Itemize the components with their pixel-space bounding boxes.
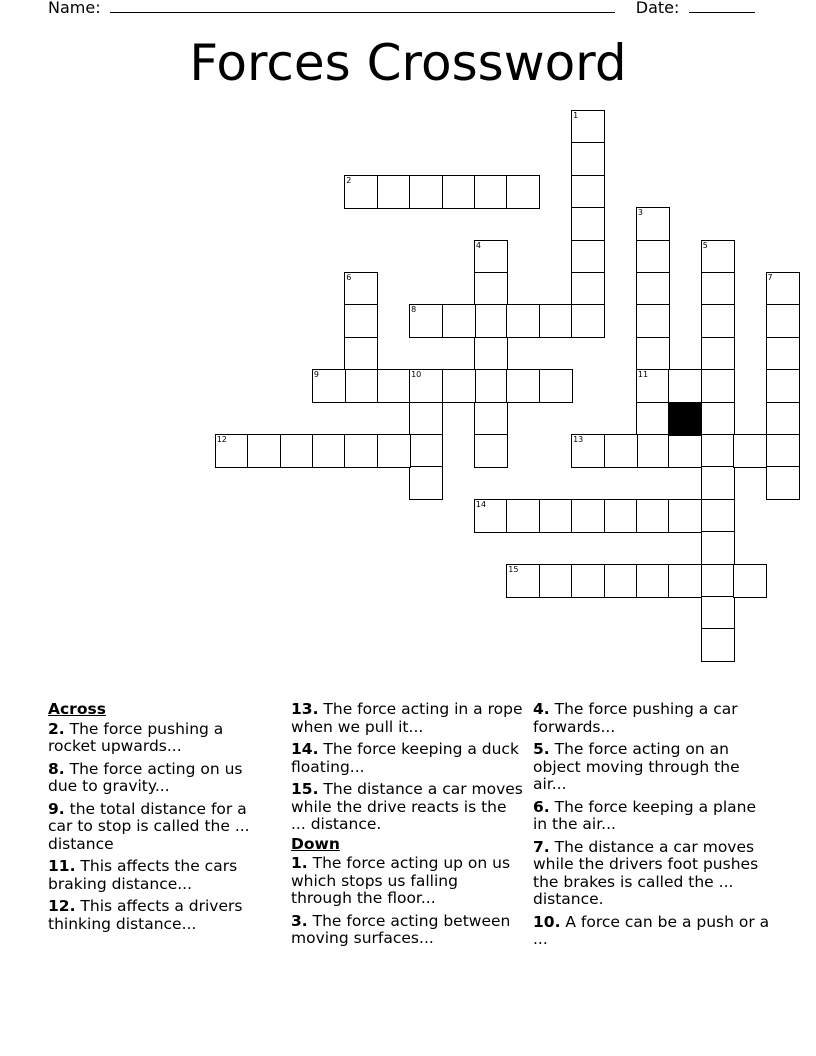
grid-cell[interactable] bbox=[636, 564, 670, 598]
grid-cell[interactable] bbox=[766, 272, 800, 306]
down-heading: Down bbox=[291, 834, 340, 853]
across-heading: Across bbox=[48, 700, 106, 718]
clues-column-1 bbox=[48, 701, 273, 938]
grid-cell[interactable] bbox=[571, 240, 605, 274]
grid-cell[interactable] bbox=[344, 304, 378, 338]
clue-number: 10. bbox=[533, 912, 561, 931]
grid-cell[interactable] bbox=[636, 434, 670, 468]
name-label: Name: bbox=[48, 0, 101, 17]
clue-number-label: 12 bbox=[216, 435, 227, 444]
grid-cell[interactable] bbox=[474, 175, 508, 209]
grid-cell[interactable] bbox=[636, 207, 670, 241]
clue-text: This affects the cars braking distance... bbox=[48, 857, 238, 893]
clue-down-3 bbox=[291, 913, 523, 948]
grid-cell[interactable] bbox=[571, 272, 605, 306]
clue-number: 11. bbox=[48, 857, 76, 875]
clue-text: The force acting on an object moving through the air... bbox=[533, 740, 740, 793]
clue-across-12 bbox=[48, 898, 273, 933]
grid-cell[interactable] bbox=[409, 175, 443, 209]
grid-cell[interactable] bbox=[571, 434, 605, 468]
grid-cell[interactable] bbox=[312, 369, 346, 403]
grid-cell[interactable] bbox=[733, 564, 767, 598]
clue-number-label: 5 bbox=[702, 240, 708, 250]
grid-cell[interactable] bbox=[766, 304, 800, 338]
clue-number: 6. bbox=[533, 797, 550, 816]
black-square bbox=[668, 402, 702, 436]
grid-cell[interactable] bbox=[766, 402, 800, 436]
clue-text: The force acting up on us which stops us falling through the floor... bbox=[291, 854, 511, 907]
clue-down-4 bbox=[533, 701, 771, 736]
date-label: Date: bbox=[635, 0, 680, 17]
grid-cell[interactable] bbox=[668, 434, 702, 468]
clue-text: The force keeping a duck floating... bbox=[291, 740, 519, 776]
clue-number-label: 15 bbox=[508, 564, 519, 574]
clue-number-label: 13 bbox=[573, 435, 584, 444]
grid-cell[interactable] bbox=[344, 369, 378, 403]
clue-text: The force pushing a car forwards... bbox=[533, 700, 738, 736]
clue-number: 13. bbox=[291, 700, 319, 718]
grid-cell[interactable] bbox=[701, 596, 735, 630]
clue-across-8 bbox=[48, 761, 273, 796]
clue-number: 14. bbox=[291, 740, 319, 758]
grid-cell[interactable] bbox=[604, 499, 638, 533]
grid-cell[interactable] bbox=[312, 434, 346, 468]
clue-number-label: 9 bbox=[313, 370, 319, 380]
grid-cell[interactable] bbox=[571, 304, 605, 338]
clue-number-label: 10 bbox=[411, 370, 422, 380]
grid-cell[interactable] bbox=[474, 434, 508, 468]
clue-text: The force pushing a rocket upwards... bbox=[48, 719, 224, 755]
clue-number: 7. bbox=[533, 837, 550, 856]
clue-down-5 bbox=[533, 741, 771, 794]
clue-across-13 bbox=[291, 701, 523, 736]
grid-cell[interactable] bbox=[668, 369, 702, 403]
grid-cell[interactable] bbox=[701, 564, 735, 598]
clue-down-7 bbox=[533, 839, 771, 909]
grid-cell[interactable] bbox=[409, 402, 443, 436]
clue-number-label: 3 bbox=[637, 208, 643, 218]
clue-text: This affects a drivers thinking distance... bbox=[48, 897, 243, 933]
grid-cell[interactable] bbox=[668, 564, 702, 598]
clue-number: 9. bbox=[48, 799, 65, 818]
clue-text: The force acting between moving surfaces... bbox=[291, 911, 511, 947]
clue-across-15 bbox=[291, 781, 523, 834]
clue-across-2 bbox=[48, 721, 273, 756]
grid-cell[interactable] bbox=[474, 499, 508, 533]
grid-cell[interactable] bbox=[377, 175, 411, 209]
clue-number-label: 7 bbox=[767, 273, 773, 282]
grid-cell[interactable] bbox=[571, 207, 605, 241]
grid-cell[interactable] bbox=[636, 272, 670, 306]
grid-cell[interactable] bbox=[344, 337, 378, 371]
grid-cell[interactable] bbox=[215, 434, 249, 468]
grid-cell[interactable] bbox=[474, 402, 508, 436]
grid-cell[interactable] bbox=[701, 531, 735, 565]
grid-cell[interactable] bbox=[636, 337, 670, 371]
grid-cell[interactable] bbox=[344, 175, 378, 209]
clue-text: The force acting in a rope when we pull it... bbox=[291, 700, 523, 736]
clue-number-label: 2 bbox=[346, 175, 352, 185]
grid-cell[interactable] bbox=[636, 304, 670, 338]
grid-cell[interactable] bbox=[377, 369, 411, 403]
clue-number: 12. bbox=[48, 897, 76, 915]
grid-cell[interactable] bbox=[344, 272, 378, 306]
clue-text: The distance a car moves while the drivers foot pushes the brakes is called the ... distance. bbox=[533, 837, 759, 908]
grid-cell[interactable] bbox=[474, 337, 508, 371]
grid-cell[interactable] bbox=[506, 499, 540, 533]
clue-number: 2. bbox=[48, 719, 65, 738]
grid-cell[interactable] bbox=[604, 434, 638, 468]
grid-cell[interactable] bbox=[539, 564, 573, 598]
grid-cell[interactable] bbox=[701, 434, 735, 468]
grid-cell[interactable] bbox=[474, 240, 508, 274]
clue-number: 5. bbox=[533, 740, 550, 758]
grid-cell[interactable] bbox=[539, 304, 573, 338]
grid-cell[interactable] bbox=[571, 110, 605, 144]
grid-cell[interactable] bbox=[636, 499, 670, 533]
grid-cell[interactable] bbox=[701, 499, 735, 533]
grid-cell[interactable] bbox=[636, 369, 670, 403]
grid-cell[interactable] bbox=[571, 142, 605, 176]
grid-cell[interactable] bbox=[766, 337, 800, 371]
grid-cell[interactable] bbox=[409, 434, 443, 468]
grid-cell[interactable] bbox=[701, 304, 735, 338]
grid-cell[interactable] bbox=[636, 402, 670, 436]
grid-cell[interactable] bbox=[539, 369, 573, 403]
grid-cell[interactable] bbox=[409, 304, 443, 338]
grid-cell[interactable] bbox=[604, 564, 638, 598]
grid-cell[interactable] bbox=[442, 304, 476, 338]
clue-number: 8. bbox=[48, 759, 65, 778]
grid-cell[interactable] bbox=[409, 466, 443, 500]
clue-number-label: 4 bbox=[475, 240, 481, 250]
clue-across-11 bbox=[48, 858, 273, 893]
grid-cell[interactable] bbox=[442, 175, 476, 209]
grid-cell[interactable] bbox=[474, 369, 508, 403]
clue-number: 4. bbox=[533, 700, 550, 718]
clue-number: 15. bbox=[291, 780, 319, 798]
grid-cell[interactable] bbox=[701, 466, 735, 500]
grid-cell[interactable] bbox=[571, 175, 605, 209]
page-title: Forces Crossword bbox=[189, 34, 627, 92]
grid-cell[interactable] bbox=[442, 369, 476, 403]
grid-cell[interactable] bbox=[636, 240, 670, 274]
grid-cell[interactable] bbox=[474, 272, 508, 306]
grid-cell[interactable] bbox=[377, 434, 411, 468]
grid-cell[interactable] bbox=[474, 304, 508, 338]
grid-cell[interactable] bbox=[280, 434, 314, 468]
grid-cell[interactable] bbox=[571, 499, 605, 533]
grid-cell[interactable] bbox=[409, 369, 443, 403]
clue-down-1 bbox=[291, 855, 523, 908]
grid-cell[interactable] bbox=[766, 466, 800, 500]
clue-number: 1. bbox=[291, 854, 308, 872]
clue-text: A force can be a push or a ... bbox=[533, 912, 770, 948]
clue-text: The distance a car moves while the drive reacts is the ... distance. bbox=[291, 780, 523, 833]
clue-text: the total distance for a car to stop is called the ... distance bbox=[48, 799, 250, 853]
clues-column-3 bbox=[533, 701, 771, 954]
clue-across-9 bbox=[48, 801, 273, 854]
clue-across-14 bbox=[291, 741, 523, 776]
clue-down-6 bbox=[533, 799, 771, 834]
grid-cell[interactable] bbox=[571, 564, 605, 598]
grid-cell[interactable] bbox=[701, 628, 735, 662]
clue-number-label: 14 bbox=[475, 499, 487, 509]
grid-cell[interactable] bbox=[506, 369, 540, 403]
grid-cell[interactable] bbox=[733, 434, 767, 468]
grid-cell[interactable] bbox=[506, 175, 540, 209]
grid-cell[interactable] bbox=[766, 369, 800, 403]
grid-cell[interactable] bbox=[539, 499, 573, 533]
grid-cell[interactable] bbox=[701, 272, 735, 306]
grid-cell[interactable] bbox=[506, 564, 540, 598]
clue-number: 3. bbox=[291, 911, 308, 930]
grid-cell[interactable] bbox=[247, 434, 281, 468]
grid-cell[interactable] bbox=[701, 337, 735, 371]
clues-column-2 bbox=[291, 701, 523, 953]
clue-number-label: 8 bbox=[411, 305, 417, 315]
grid-cell[interactable] bbox=[668, 499, 702, 533]
clue-number-label: 11 bbox=[637, 370, 649, 380]
clue-text: The force acting on us due to gravity... bbox=[48, 759, 243, 795]
grid-cell[interactable] bbox=[344, 434, 378, 468]
grid-cell[interactable] bbox=[701, 369, 735, 403]
clue-text: The force keeping a plane in the air... bbox=[533, 797, 756, 833]
grid-cell[interactable] bbox=[766, 434, 800, 468]
grid-cell[interactable] bbox=[701, 240, 735, 274]
grid-cell[interactable] bbox=[506, 304, 540, 338]
clue-number-label: 1 bbox=[573, 111, 579, 120]
grid-cell[interactable] bbox=[701, 402, 735, 436]
clue-down-10 bbox=[533, 914, 771, 949]
clue-number-label: 6 bbox=[346, 273, 352, 282]
